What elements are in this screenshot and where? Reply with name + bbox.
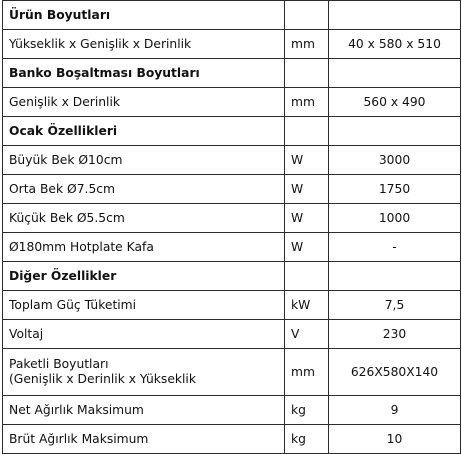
table-row	[3, 204, 461, 233]
spec-unit: W	[285, 233, 329, 262]
table-row	[3, 425, 461, 454]
spec-value: 626X580X140	[329, 349, 461, 396]
spec-unit: kg	[285, 396, 329, 425]
table-row	[3, 233, 461, 262]
spec-unit: mm	[285, 349, 329, 396]
table-row	[3, 175, 461, 204]
spec-value: 7,5	[329, 291, 461, 320]
table-row	[3, 88, 461, 117]
empty-cell	[285, 1, 329, 30]
spec-name-line: (Genişlik x Derinlik x Yükseklik	[9, 372, 196, 386]
spec-table	[2, 0, 461, 454]
spec-value: 3000	[329, 146, 461, 175]
spec-name: Büyük Bek Ø10cm	[3, 146, 285, 175]
table-row	[3, 291, 461, 320]
empty-cell	[285, 262, 329, 291]
table-row	[3, 146, 461, 175]
spec-value: 1000	[329, 204, 461, 233]
spec-name: Yükseklik x Genişlik x Derinlik	[3, 30, 285, 59]
spec-name: Toplam Güç Tüketimi	[3, 291, 285, 320]
spec-unit: mm	[285, 30, 329, 59]
empty-cell	[285, 59, 329, 88]
empty-cell	[285, 117, 329, 146]
section-row	[3, 117, 461, 146]
spec-name: Brüt Ağırlık Maksimum	[3, 425, 285, 454]
spec-name: Ø180mm Hotplate Kafa	[3, 233, 285, 262]
section-row	[3, 262, 461, 291]
spec-value: 230	[329, 320, 461, 349]
table-row	[3, 320, 461, 349]
spec-name	[3, 349, 285, 396]
spec-name: Küçük Bek Ø5.5cm	[3, 204, 285, 233]
spec-name: Voltaj	[3, 320, 285, 349]
section-title: Ürün Boyutları	[3, 1, 285, 30]
spec-name-line: Paketli Boyutları	[9, 357, 109, 371]
spec-name: Genişlik x Derinlik	[3, 88, 285, 117]
spec-unit: W	[285, 204, 329, 233]
table-row	[3, 349, 461, 396]
empty-cell	[329, 59, 461, 88]
section-title: Banko Boşaltması Boyutları	[3, 59, 285, 88]
section-row	[3, 1, 461, 30]
spec-unit: W	[285, 175, 329, 204]
section-title: Ocak Özellikleri	[3, 117, 285, 146]
table-row	[3, 30, 461, 59]
spec-value: -	[329, 233, 461, 262]
section-row	[3, 59, 461, 88]
spec-value: 560 x 490	[329, 88, 461, 117]
table-row	[3, 396, 461, 425]
spec-unit: kg	[285, 425, 329, 454]
section-title: Diğer Özellikler	[3, 262, 285, 291]
spec-value: 10	[329, 425, 461, 454]
spec-unit: kW	[285, 291, 329, 320]
spec-name: Orta Bek Ø7.5cm	[3, 175, 285, 204]
empty-cell	[329, 262, 461, 291]
spec-value: 40 x 580 x 510	[329, 30, 461, 59]
spec-value: 9	[329, 396, 461, 425]
spec-name: Net Ağırlık Maksimum	[3, 396, 285, 425]
spec-unit: V	[285, 320, 329, 349]
spec-unit: W	[285, 146, 329, 175]
empty-cell	[329, 1, 461, 30]
empty-cell	[329, 117, 461, 146]
spec-unit: mm	[285, 88, 329, 117]
spec-value: 1750	[329, 175, 461, 204]
